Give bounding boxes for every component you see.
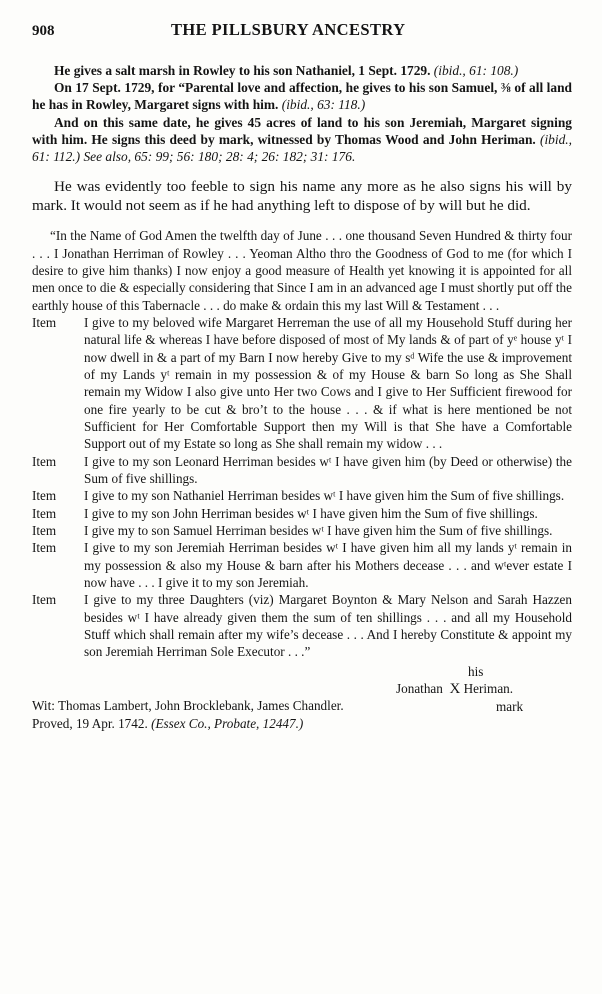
abstract-text: And on this same date, he gives 45 acres of land to his son Jeremiah, Margaret signing with him. He signs this deed by mark, witnessed by Thomas Wood and John Heriman.	[32, 114, 572, 147]
item-text: I give my to son Samuel Herriman besides wᵗ I have given him the Sum of five shillings.	[84, 523, 553, 539]
abstract-citation: (ibid., 61: 112.) See also, 65: 99; 56: 180; 28: 4; 26: 182; 31: 176.	[32, 131, 572, 165]
will-item	[32, 453, 572, 488]
deed-abstracts	[32, 62, 572, 165]
abstract-paragraph	[32, 114, 572, 166]
abstract-paragraph	[32, 62, 572, 79]
item-text: I give to my son Leonard Herriman besides wᵗ I have given him (by Deed or otherwise) the Sum of five shillings.	[84, 453, 572, 487]
will-item	[32, 487, 572, 504]
narrative-paragraph: He was evidently too feeble to sign his name any more as he also signs his will by mark. It would not seem as if he had anything left to dispose of by will but he did.	[32, 178, 572, 215]
signature-name	[396, 680, 572, 698]
signature-mark: X	[449, 680, 461, 697]
item-text: I give to my three Daughters (viz) Margaret Boynton & Mary Nelson and Sarah Hazzen besides wᵗ I have already given them the sum of ten shillings . . . and all my Household Stuff which shall remain after my wife’s decease . . . And I hereby Constitute & appoint my son Jeremiah Herriman Sole Executor . . .”	[84, 592, 572, 660]
will-intro: “In the Name of God Amen the twelfth day of June . . . one thousand Seven Hundred & thirty four . . . I Jonathan Herriman of Rowley . . . Yeoman Altho thro the Goodness of God to me (for which I desire to give him thanks) I now enjoy a good measure of Health yet knowing it is appointed for all men once to die & especially considering that Since I am in an advanced age I must shortly put off the earthly house of this Tabernacle . . . do make & ordain this my last Will & Testament . . .	[32, 228, 572, 313]
item-label: Item	[32, 314, 57, 330]
signature-last-name: Heriman.	[463, 680, 514, 696]
item-text: I give to my beloved wife Margaret Herreman the use of all my Household Stuff during her natural life & whereas I have before disposed of most of My lands & of part of yᵉ house yᵗ I now dwell in & a part of my Barn I now hereby Give to my sᵈ Wife the use & improvement of my Lands yᵗ remain in my possession & of my House & barn So long as She Shall remain my Widow I also give unto Her two Cows and I give to Her Sufficient firewood for one fire yearly to be cut & bro’t to the house . . . & if what is here mentioned be not Sufficient for Her Comfortable Support then my Will is that She have a Comfortable Support out of my Estate so long as She shall remain my widow . . .	[84, 314, 572, 452]
signature-first-name: Jonathan	[396, 680, 443, 696]
abstract-text: He gives a salt marsh in Rowley to his son Nathaniel, 1 Sept. 1729.	[54, 63, 434, 78]
item-label: Item	[32, 488, 57, 504]
will-item	[32, 522, 572, 539]
signature-mark-word: mark	[496, 698, 524, 714]
item-label: Item	[32, 540, 57, 556]
page-number: 908	[32, 23, 55, 39]
will-item	[32, 314, 572, 453]
probate-citation: (Essex Co., Probate, 12447.)	[151, 715, 304, 731]
page-header	[32, 20, 572, 50]
will-item	[32, 539, 572, 591]
item-text: I give to my son Jeremiah Herriman besides wᵗ I have given him all my lands yᵗ remain in my possession & also my House & barn after his Mothers decease . . . and wᵗever estate I now have . . . I give it to my son Jeremiah.	[84, 540, 572, 591]
item-label: Item	[32, 523, 57, 539]
item-text: I give to my son Nathaniel Herriman besides wᵗ I have given him the Sum of five shillings.	[84, 488, 565, 504]
probate-date: Proved, 19 Apr. 1742.	[32, 715, 152, 731]
item-label: Item	[32, 453, 57, 469]
will-quotation	[32, 227, 572, 661]
item-label: Item	[32, 592, 57, 608]
running-title: THE PILLSBURY ANCESTRY	[171, 20, 406, 39]
signature-his: his	[468, 663, 484, 679]
witnesses: Wit: Thomas Lambert, John Brocklebank, James Chandler.	[32, 697, 344, 713]
item-text: I give to my son John Herriman besides wᵗ I have given him the Sum of five shillings.	[84, 505, 538, 521]
will-item	[32, 591, 572, 660]
narrative	[32, 177, 572, 215]
abstract-text: On 17 Sept. 1729, for “Parental love and affection, he gives to his son Samuel, ⅜ of all land he has in Rowley, Margaret signs with him.	[32, 80, 572, 113]
abstract-citation: (ibid., 63: 118.)	[281, 97, 366, 113]
item-label: Item	[32, 505, 57, 521]
abstract-citation: (ibid., 61: 108.)	[433, 63, 519, 78]
probate-note	[32, 715, 572, 733]
abstract-paragraph	[32, 79, 572, 113]
will-item	[32, 505, 572, 522]
